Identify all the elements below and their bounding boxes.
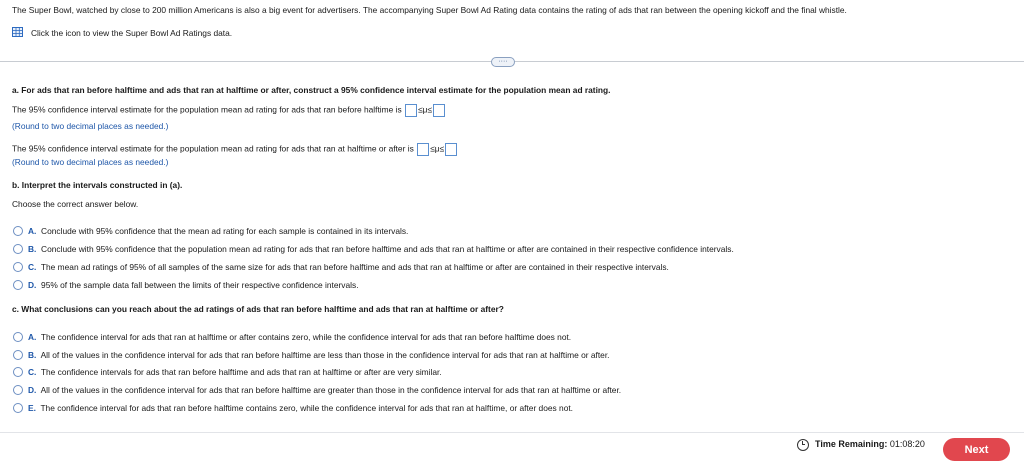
clock-icon (797, 439, 809, 451)
mu-inequality-symbol: ≤μ≤ (430, 143, 445, 154)
before-lower-bound-input[interactable] (405, 104, 417, 117)
mu-inequality-symbol: ≤μ≤ (418, 104, 433, 115)
after-upper-bound-input[interactable] (445, 143, 457, 156)
part-a-after-row (12, 143, 458, 156)
part-c-option-e-radio[interactable] (13, 403, 23, 413)
part-b-option-c-radio[interactable] (13, 262, 23, 272)
part-b-option-c[interactable]: C. The mean ad ratings of 95% of all samples of the same size for ads that ran before halftime and ads that ran at halftime or after are contained in their respective intervals. (28, 262, 669, 272)
footer-divider (0, 432, 1024, 433)
data-link-text[interactable]: Click the icon to view the Super Bowl Ad Ratings data. (31, 28, 233, 38)
after-lower-bound-input[interactable] (417, 143, 429, 156)
part-a-before-row (12, 104, 446, 117)
next-button[interactable]: Next (943, 438, 1010, 461)
part-a-before-prefix: The 95% confidence interval estimate for the population mean ad rating for ads that ran before halftime is (12, 104, 402, 115)
part-b-option-d-radio[interactable] (13, 280, 23, 290)
part-a-before-hint: (Round to two decimal places as needed.) (12, 121, 169, 131)
part-b-instruction: Choose the correct answer below. (12, 199, 139, 209)
part-c-option-e[interactable]: E. The confidence interval for ads that ran before halftime contains zero, while the confidence interval for ads that ran at halftime, or after does not. (28, 403, 574, 413)
part-b-option-a[interactable]: A. Conclude with 95% confidence that the mean ad rating for each sample is contained in its intervals. (28, 226, 409, 236)
part-c-option-b[interactable]: B. All of the values in the confidence interval for ads that ran before halftime are less than those in the confidence interval for ads that ran at halftime or after. (28, 350, 610, 360)
time-remaining-label: Time Remaining: (815, 439, 888, 449)
part-b-option-d[interactable]: D. 95% of the sample data fall between the limits of their respective confidence intervals. (28, 280, 359, 290)
part-b-option-b-radio[interactable] (13, 244, 23, 254)
part-c-option-b-radio[interactable] (13, 350, 23, 360)
part-a-after-hint: (Round to two decimal places as needed.) (12, 157, 169, 167)
part-c-option-d-radio[interactable] (13, 385, 23, 395)
part-b-question: b. Interpret the intervals constructed in (a). (12, 180, 183, 190)
time-remaining-value: 01:08:20 (889, 439, 925, 449)
intro-text: The Super Bowl, watched by close to 200 million Americans is also a big event for advertisers. The accompanying Super Bowl Ad Rating data contains the rating of ads that ran between the opening kickoff and the final whistle. (12, 5, 847, 15)
part-a-question: a. For ads that ran before halftime and ads that ran at halftime or after, construct a 95% confidence interval estimate for the population mean ad rating. (12, 85, 611, 95)
expand-more-button[interactable]: ···· (491, 57, 515, 67)
part-c-option-c-radio[interactable] (13, 367, 23, 377)
part-b-option-b[interactable]: B. Conclude with 95% confidence that the population mean ad rating for ads that ran before halftime and ads that ran at halftime or after are contained in their respective confidence intervals. (28, 244, 734, 254)
part-a-after-prefix: The 95% confidence interval estimate for the population mean ad rating for ads that ran at halftime or after is (12, 143, 414, 154)
before-upper-bound-input[interactable] (433, 104, 445, 117)
data-table-icon[interactable] (12, 27, 23, 37)
part-c-option-d[interactable]: D. All of the values in the confidence interval for ads that ran before halftime are greater than those in the confidence interval for ads that ran at halftime or after. (28, 385, 622, 395)
part-c-option-c[interactable]: C. The confidence intervals for ads that ran before halftime and ads that ran at halftime or after are very similar. (28, 367, 442, 377)
part-b-option-a-radio[interactable] (13, 226, 23, 236)
part-c-question: c. What conclusions can you reach about the ad ratings of ads that ran before halftime and ads that ran at halftime or after? (12, 304, 504, 314)
part-c-option-a[interactable]: A. The confidence interval for ads that ran at halftime or after contains zero, while the confidence interval for ads that ran before halftime does not. (28, 332, 572, 342)
time-remaining (815, 439, 925, 449)
part-c-option-a-radio[interactable] (13, 332, 23, 342)
